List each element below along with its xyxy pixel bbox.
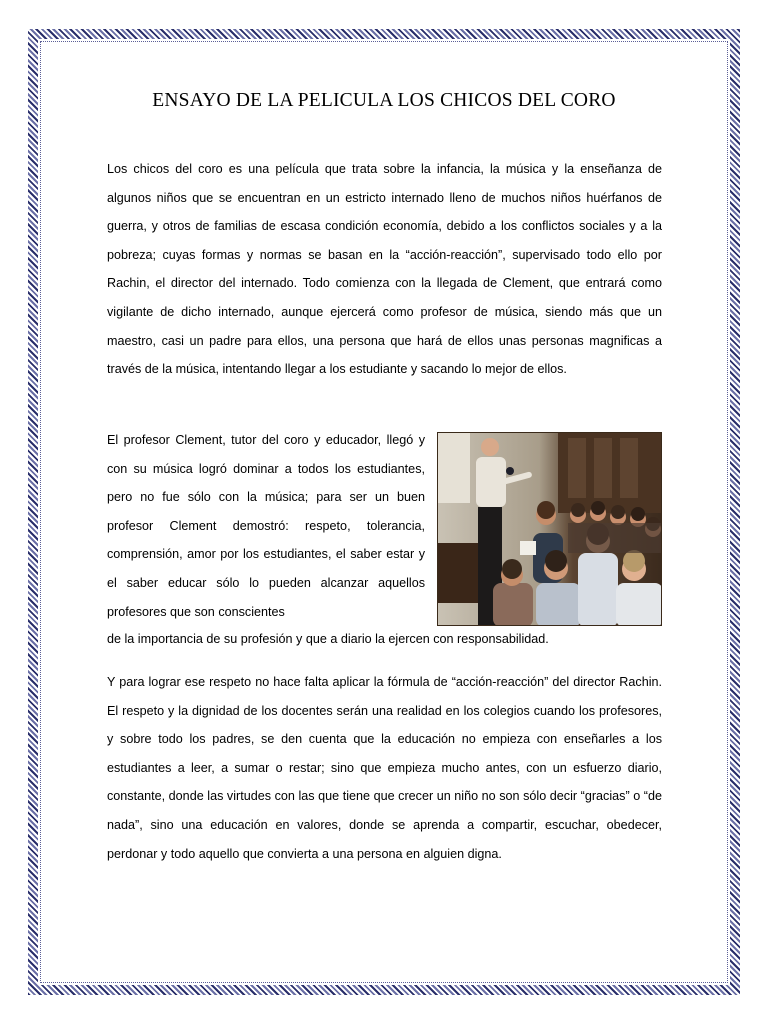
movie-still-photo (437, 432, 662, 626)
paragraph-respect: Y para lograr ese respeto no hace falta aplicar la fórmula de “acción-reacción” del director Rachin. El respeto y la dignidad de los docentes serán una realidad en los colegios cuando los profesores, y sobre todo los padres, se den cuenta que la educación no empieza con enseñarles a los estudiantes a leer, a sumar o restar; sino que empieza mucho antes, con un esfuerzo diario, constante, donde las virtudes con las que tiene que crecer un niño no son sólo decir “gracias” o “de nada”, sino una educación en valores, donde se aprenda a compartir, escuchar, obedecer, perdonar y todo aquello que convierta a una persona en alguien digna. (107, 675, 662, 861)
paragraph-clement-continuation: de la importancia de su profesión y que a diario la ejercen con responsabilidad. (107, 632, 549, 646)
paragraph-intro: Los chicos del coro es una película que trata sobre la infancia, la música y la enseñanza de algunos niños que se encuentran en un estricto internado lleno de muchos niños huérfanos de guerra, y otros de familias de escasa condición economía, debido a los conflictos sociales y a la pobreza; cuyas formas y normas se basan en la “acción-reacción”, supervisado todo ello por Rachin, el director del internado. Todo comienza con la llegada de Clement, que entrará como vigilante de dicho internado, aunque ejercerá como profesor de música, siendo más que un maestro, casi un padre para ellos, una persona que hará de ellos unas personas magnificas a través de la música, intentando llegar a los estudiante y sacando lo mejor de ellos. (107, 162, 662, 377)
document-title: ENSAYO DE LA PELICULA LOS CHICOS DEL CORO (152, 90, 616, 111)
paragraph-clement: El profesor Clement, tutor del coro y educador, llegó y con su música logró dominar a todos los estudiantes, pero no fue sólo con la música; para ser un buen profesor Clement demostró: respeto, tolerancia, comprensión, amor por los estudiantes, el saber estar y el saber educar sólo lo pueden alcanzar aquellos profesores que son conscientes (107, 433, 425, 619)
